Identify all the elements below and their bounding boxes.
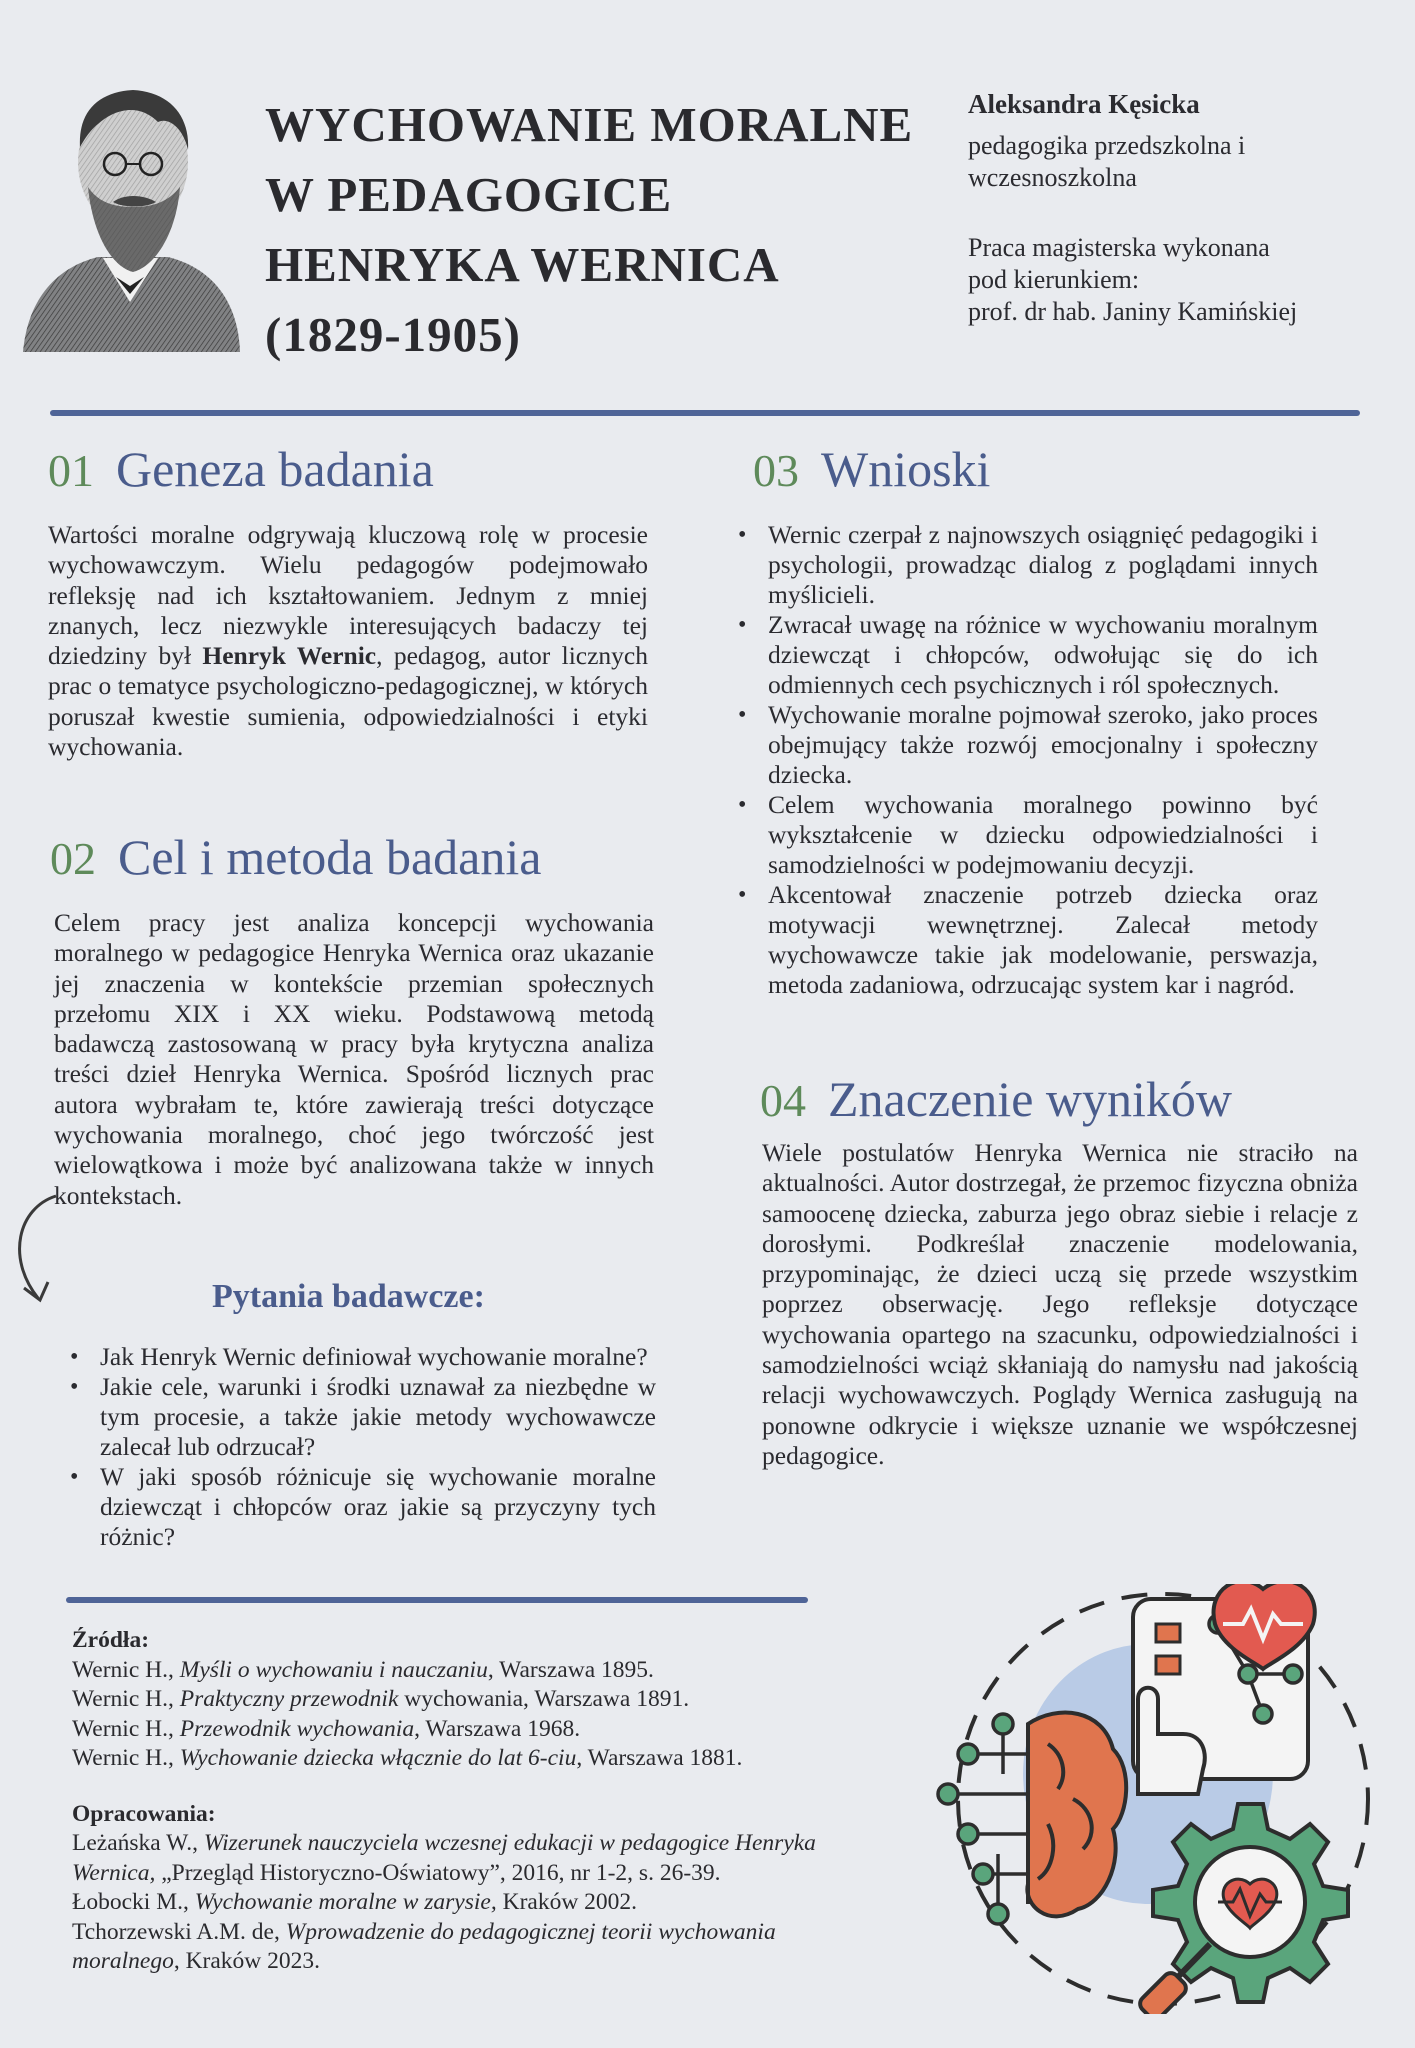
research-questions-heading: Pytania badawcze: — [212, 1278, 485, 1315]
list-item: • Zwracał uwagę na różnice w wychowaniu moralnym dziewcząt i chłopców, odwołując się do ich odmiennych cech psychicznych i ról społecznych. — [734, 610, 1318, 700]
ref-rest: Kraków 2002. — [496, 1889, 638, 1915]
reference-item — [72, 1715, 872, 1745]
section-title: Znaczenie wyników — [828, 1071, 1233, 1127]
title-line-1: WYCHOWANIE MORALNE — [265, 97, 914, 152]
portrait-engraving — [18, 62, 243, 352]
brain-circuit-icon — [938, 1713, 1126, 1924]
ref-title: Praktyczny przewodnik — [179, 1686, 399, 1712]
ref-title: Wprowadzenie do pedagogicznej teorii wychowania moralnego — [72, 1918, 776, 1974]
list-item: • Akcentował znaczenie potrzeb dziecka oraz motywacji wewnętrznej. Zalecał metody wychowawcze takie jak modelowanie, perswazja, metoda zadaniowa, odrzucając system kar i nagród. — [734, 880, 1318, 1000]
curved-arrow-icon — [8, 1188, 78, 1313]
list-item: • Jak Henryk Wernic definiował wychowanie moralne? — [66, 1342, 656, 1372]
sources-heading: Źródła: — [72, 1627, 150, 1653]
section-04-heading — [760, 1070, 1232, 1128]
section-02-heading — [50, 828, 541, 886]
ref-rest: , Warszawa 1895. — [487, 1656, 654, 1683]
list-item: • Wychowanie moralne pojmował szeroko, jako proces obejmujący także rozwój emocjonalny i społeczny dziecka. — [734, 700, 1318, 790]
section-title: Cel i metoda badania — [118, 829, 542, 885]
section-title: Wnioski — [821, 441, 991, 497]
reference-item — [72, 1918, 792, 1977]
text-part: Wartości moralne odgrywają kluczową rolę w procesie wychowawczym. Wielu pedagogów podejmowało refleksję nad ich kształtowaniem. Jednym z mniej znanych, lecz niezwykle interesujących badaczy tej dziedziny był — [48, 520, 648, 671]
ref-title: Wychowanie moralne w zarysie, — [194, 1889, 497, 1915]
ref-author: Tchorzewski A.M. de, — [72, 1918, 286, 1945]
ref-title: Wizerunek nauczyciela wczesnej edukacji w pedagogice Henryka Wernica, — [72, 1830, 816, 1886]
header-divider — [50, 410, 1360, 416]
ref-title: Przewodnik wychowania — [179, 1715, 415, 1742]
field-line-2: wczesnoszkolna — [968, 163, 1137, 192]
list-item: • Jakie cele, warunki i środki uznawał za niezbędne w tym procesie, a także jakie metody wychowawcze zalecał lub odrzucał? — [66, 1372, 656, 1462]
section-03-heading — [753, 440, 990, 498]
ref-author: Wernic H., — [72, 1745, 180, 1771]
highlighted-name: Henryk Wernic — [202, 641, 377, 671]
title-line-2: W PEDAGOGICE — [265, 167, 673, 222]
title-line-4: (1829-1905) — [265, 307, 521, 362]
ref-rest: , Kraków 2023. — [173, 1948, 321, 1974]
ref-rest: , Warszawa 1881. — [576, 1745, 743, 1771]
conclusions-list — [734, 520, 1318, 1000]
supervision-line-3: prof. dr hab. Janiny Kamińskiej — [968, 297, 1298, 326]
tablet-heart-icon — [1133, 1584, 1315, 1794]
sources-list — [72, 1656, 872, 1774]
section-01-heading — [48, 440, 434, 498]
supervision-info — [968, 232, 1378, 328]
section-01-text — [48, 520, 648, 762]
research-questions-list — [66, 1342, 656, 1552]
ref-author: Leżańska W., — [72, 1830, 204, 1856]
author-name: Aleksandra Kęsicka — [968, 89, 1200, 119]
reference-item — [72, 1829, 852, 1888]
poster-title — [265, 90, 955, 370]
reference-item — [72, 1888, 852, 1918]
reference-item — [72, 1744, 872, 1774]
ref-author: Wernic H., — [72, 1686, 180, 1712]
ref-title: Myśli o wychowaniu i nauczaniu — [179, 1656, 488, 1683]
list-item: • Wernic czerpał z najnowszych osiągnięć pedagogiki i psychologii, prowadząc dialog z poglądami innych myślicieli. — [734, 520, 1318, 610]
section-number: 03 — [753, 445, 799, 496]
section-title: Geneza badania — [116, 441, 434, 497]
ref-rest: wychowania, Warszawa 1891. — [398, 1686, 690, 1712]
ref-author: Wernic H., — [72, 1656, 180, 1683]
reference-item — [72, 1656, 872, 1686]
list-item: • Celem wychowania moralnego powinno być wykształcenie w dziecku odpowiedzialności i samodzielności w podejmowaniu decyzji. — [734, 790, 1318, 880]
title-line-3: HENRYKA WERNICA — [265, 237, 780, 292]
education-illustration — [918, 1584, 1388, 2014]
supervision-line-1: Praca magisterska wykonana — [968, 233, 1270, 262]
ref-author: Wernic H., — [72, 1715, 180, 1742]
ref-title: Wychowanie dziecka włącznie do lat 6-ciu — [179, 1745, 577, 1771]
section-02-text: Celem pracy jest analiza koncepcji wychowania moralnego w pedagogice Henryka Wernica oraz ukazanie jej znaczenia w kontekście przemian społecznych przełomu XIX i XX wieku. Podstawową metodą badawczą zastosowaną w pracy była krytyczna analiza treści dzieł Henryka Wernica. Spośród licznych prac autora wybrałam te, które zawierają treści dotyczące wychowania moralnego, choć jego twórczość jest wielowątkowa i może być analizowana także w innych kontekstach. — [54, 908, 654, 1210]
sources-divider — [66, 1597, 808, 1603]
text-part: , pedagog, autor licznych prac o tematyce psychologiczno-pedagogicznej, w których poruszał kwestie sumienia, odpowiedzialności i etyki wychowania. — [48, 641, 648, 762]
section-04-text: Wiele postulatów Henryka Wernica nie straciło na aktualności. Autor dostrzegał, że przemoc fizyczna obniża samoocenę dziecka, zaburza jego obraz siebie i relacje z dorosłymi. Podkreślał znaczenie modelowania, przypominając, że dzieci uczą się przede wszystkim poprzez obserwację. Jego refleksje dotyczące wychowania opartego na szacunku, odpowiedzialności i samodzielności wciąż skłaniają do namysłu nad jakością relacji wychowawczych. Poglądy Wernica zasługują na ponowne odkrycie i większe uznanie we współczesnej pedagogice. — [762, 1138, 1358, 1470]
studies-list — [72, 1829, 852, 1977]
ref-rest: „Przegląd Historyczno-Oświatowy”, 2016, nr 1-2, s. 26-39. — [155, 1859, 721, 1886]
supervision-line-2: pod kierunkiem: — [968, 265, 1140, 294]
field-line-1: pedagogika przedszkolna i — [968, 131, 1246, 160]
section-number: 01 — [48, 445, 94, 496]
author-block — [968, 88, 1378, 328]
reference-item — [72, 1685, 872, 1715]
section-number: 02 — [50, 833, 96, 884]
studies-heading: Opracowania: — [72, 1800, 216, 1827]
field-of-study — [968, 130, 1378, 194]
ref-rest: , Warszawa 1968. — [414, 1715, 581, 1742]
ref-author: Łobocki M., — [72, 1889, 195, 1915]
list-item: • W jaki sposób różnicuje się wychowanie moralne dziewcząt i chłopców oraz jakie są przyczyny tych różnic? — [66, 1462, 656, 1552]
section-number: 04 — [760, 1075, 806, 1126]
references — [72, 1626, 872, 1977]
